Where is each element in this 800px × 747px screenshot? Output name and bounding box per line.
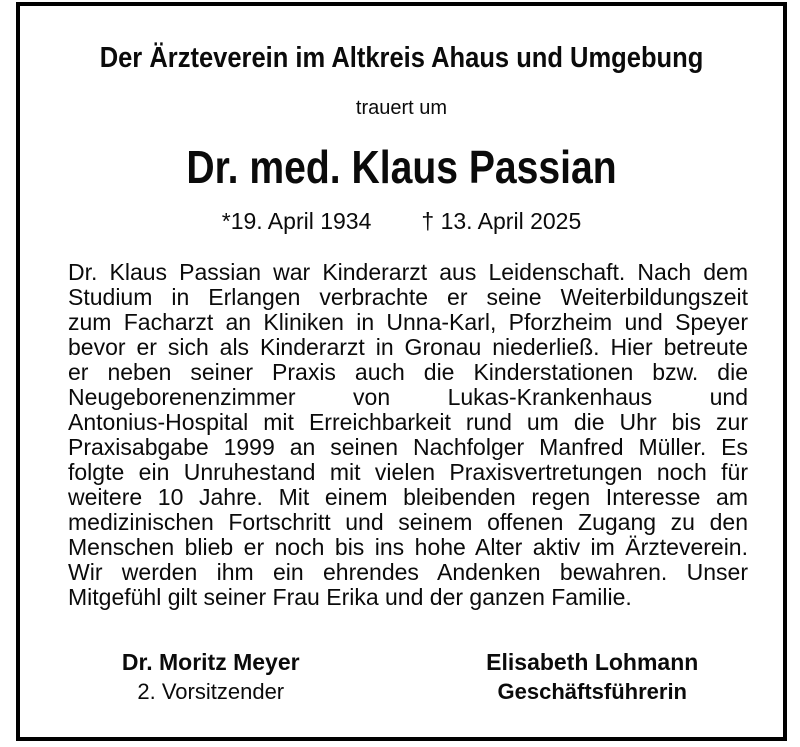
birth-date: *19. April 1934 — [221, 208, 372, 234]
signatory-role: Geschäftsführerin — [497, 679, 687, 704]
signatory-role: 2. Vorsitzender — [137, 679, 285, 704]
signature-left — [20, 648, 402, 706]
obituary-line: Antonius-Hospital mit Erreichbarkeit rund um die Uhr bis zur — [68, 409, 748, 435]
signatory-name: Dr. Moritz Meyer — [121, 649, 300, 675]
signatory-name: Elisabeth Lohmann — [486, 649, 699, 675]
obituary-line: Dr. Klaus Passian war Kinderarzt aus Leidenschaft. Nach dem — [68, 259, 748, 285]
obituary-notice — [16, 2, 787, 741]
life-dates — [20, 208, 783, 234]
obituary-line: Praxisabgabe 1999 an seinen Nachfolger Manfred Müller. Es — [68, 434, 748, 460]
signature-right — [402, 648, 784, 706]
obituary-line: Wir werden ihm ein ehrendes Andenken bewahren. Unser — [68, 559, 748, 585]
mourning-phrase: trauert um — [355, 97, 448, 119]
obituary-line: weitere 10 Jahre. Mit einem bleibenden regen Interesse am — [68, 484, 748, 510]
obituary-line: bevor er sich als Kinderarzt in Gronau niederließ. Hier betreute — [68, 334, 748, 360]
obituary-line: er neben seiner Praxis auch die Kinderstationen bzw. die — [68, 359, 748, 385]
obituary-line: Studium in Erlangen verbrachte er seine Weiterbildungszeit — [68, 284, 748, 310]
obituary-line: Neugeborenenzimmer von Lukas-Krankenhaus und — [68, 384, 748, 410]
obituary-line: zum Facharzt an Kliniken in Unna-Karl, Pforzheim und Speyer — [68, 309, 748, 335]
obituary-line: Menschen blieb er noch bis ins hohe Alter aktiv im Ärzteverein. — [68, 534, 748, 560]
deceased-name: Dr. med. Klaus Passian — [186, 141, 617, 193]
obituary-line: Mitgefühl gilt seiner Frau Erika und der ganzen Familie. — [68, 584, 632, 610]
death-date: † 13. April 2025 — [421, 208, 582, 234]
obituary-line: folgte ein Unruhestand mit vielen Praxisvertretungen noch für — [68, 459, 748, 485]
organization-name: Der Ärzteverein im Altkreis Ahaus und Umgebung — [99, 42, 704, 74]
obituary-text — [20, 260, 783, 610]
signature-row — [20, 648, 783, 706]
obituary-line: medizinischen Fortschritt und seinem offenen Zugang zu den — [68, 509, 748, 535]
